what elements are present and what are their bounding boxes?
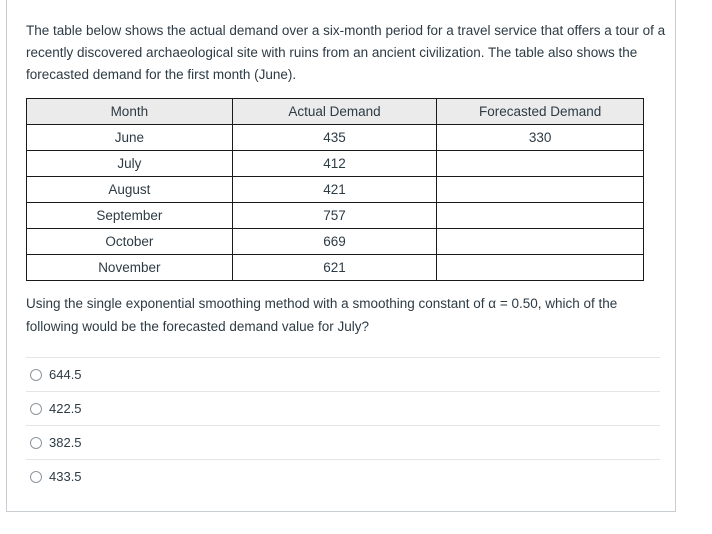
- cell-actual: 412: [232, 151, 437, 177]
- cell-month: September: [27, 203, 233, 229]
- demand-table: [26, 98, 644, 281]
- table-row: [27, 151, 644, 177]
- answer-option[interactable]: [26, 459, 660, 493]
- question-prompt: Using the single exponential smoothing method with a smoothing constant of α = 0.50, which of the following would be the forecasted demand value for July?: [26, 296, 618, 334]
- cell-forecast: [437, 177, 644, 203]
- cell-forecast: [437, 255, 644, 281]
- cell-forecast: [437, 229, 644, 255]
- radio-button[interactable]: [30, 471, 42, 483]
- answer-label: 644.5: [49, 367, 82, 382]
- table-row: [27, 177, 644, 203]
- question-card: [6, 0, 676, 512]
- answer-option[interactable]: [26, 357, 660, 391]
- header-actual-demand: Actual Demand: [232, 99, 437, 125]
- answer-option[interactable]: [26, 425, 660, 459]
- table-row: [27, 203, 644, 229]
- header-forecasted-demand: Forecasted Demand: [437, 99, 644, 125]
- header-month: Month: [27, 99, 233, 125]
- answer-option[interactable]: [26, 391, 660, 425]
- table-row: [27, 229, 644, 255]
- radio-button[interactable]: [30, 403, 42, 415]
- cell-month: August: [27, 177, 233, 203]
- cell-actual: 621: [232, 255, 437, 281]
- cell-actual: 435: [232, 125, 437, 151]
- cell-actual: 669: [232, 229, 437, 255]
- cell-month: November: [27, 255, 233, 281]
- cell-forecast: 330: [437, 125, 644, 151]
- table-header-row: [27, 99, 644, 125]
- cell-month: October: [27, 229, 233, 255]
- cell-forecast: [437, 151, 644, 177]
- radio-button[interactable]: [30, 369, 42, 381]
- answer-label: 382.5: [49, 435, 82, 450]
- answer-list: [26, 357, 660, 493]
- table-row: [27, 255, 644, 281]
- table-row: [27, 125, 644, 151]
- cell-month: July: [27, 151, 233, 177]
- cell-actual: 421: [232, 177, 437, 203]
- answer-label: 422.5: [49, 401, 82, 416]
- radio-button[interactable]: [30, 437, 42, 449]
- cell-month: June: [27, 125, 233, 151]
- answer-label: 433.5: [49, 469, 82, 484]
- cell-actual: 757: [232, 203, 437, 229]
- cell-forecast: [437, 203, 644, 229]
- question-intro: The table below shows the actual demand over a six-month period for a travel service that offers a tour of a recently discovered archaeological site with ruins from an ancient civilization. The table also shows the forecasted demand for the first month (June).: [26, 23, 666, 82]
